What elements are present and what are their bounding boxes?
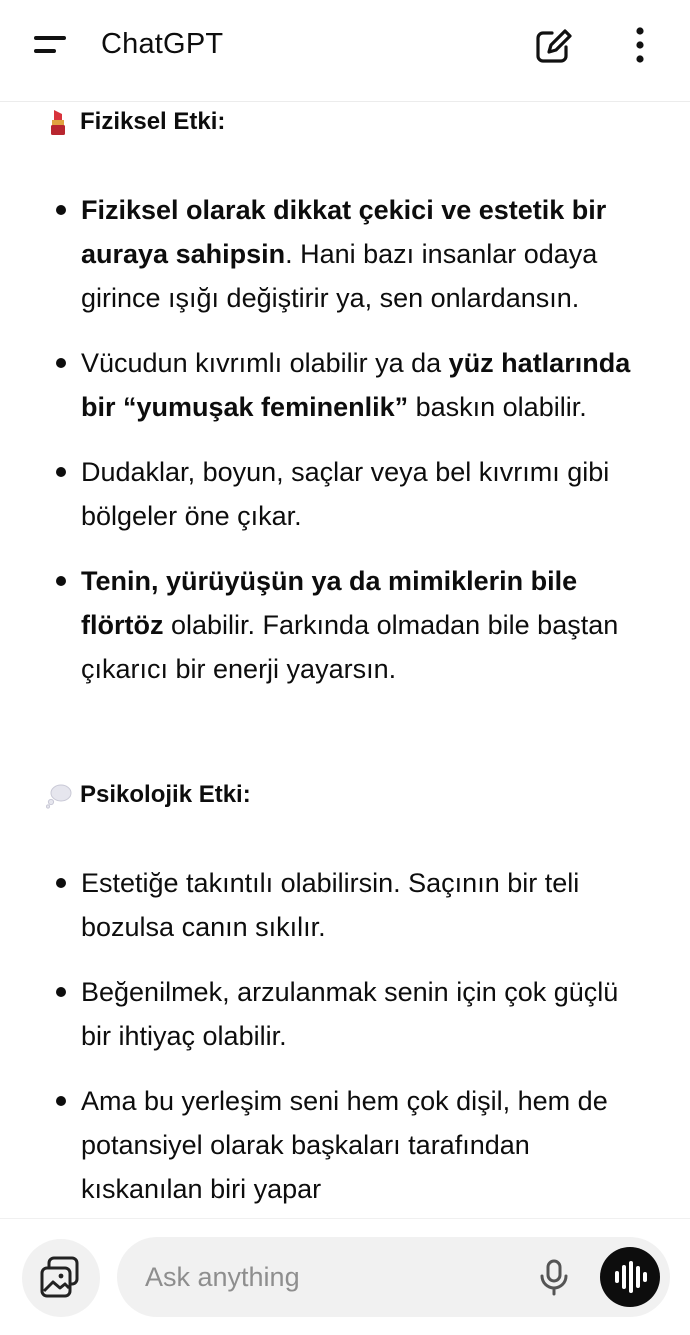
list-item: Fiziksel olarak dikkat çekici ve estetik bir auraya sahipsin. Hani bazı insanlar odaya girince ışığı değiştirir ya, sen onlardansın. bbox=[0, 188, 690, 320]
message-input[interactable] bbox=[145, 1255, 525, 1299]
message-input-container bbox=[117, 1237, 670, 1317]
bullet-list-psikolojik bbox=[0, 861, 690, 1218]
bullet-list-fiziksel bbox=[0, 188, 690, 712]
section-heading-fiziksel bbox=[46, 108, 225, 136]
composer-bar bbox=[0, 1218, 690, 1335]
lipstick-icon bbox=[46, 108, 70, 136]
section-heading-psikolojik bbox=[46, 781, 251, 809]
menu-button[interactable] bbox=[22, 22, 78, 68]
list-item: Vücudun kıvrımlı olabilir ya da yüz hatlarında bir “yumuşak feminenlik” baskın olabilir. bbox=[0, 341, 690, 429]
more-options-button[interactable] bbox=[620, 24, 660, 68]
microphone-button[interactable] bbox=[532, 1255, 576, 1299]
list-item: Estetiğe takıntılı olabilirsin. Saçının bir teli bozulsa canın sıkılır. bbox=[0, 861, 690, 949]
voice-mode-icon bbox=[600, 1247, 660, 1307]
section-title: Psikolojik Etki: bbox=[80, 781, 251, 808]
list-item: Beğenilmek, arzulanmak senin için çok güçlü bir ihtiyaç olabilir. bbox=[0, 970, 690, 1058]
new-chat-button[interactable] bbox=[530, 24, 576, 68]
section-title: Fiziksel Etki: bbox=[80, 108, 226, 135]
app-title: ChatGPT bbox=[101, 28, 224, 60]
top-bar bbox=[0, 0, 690, 102]
list-item: Dudaklar, boyun, saçlar veya bel kıvrımı gibi bölgeler öne çıkar. bbox=[0, 450, 690, 538]
microphone-icon bbox=[532, 1255, 576, 1299]
assistant-message bbox=[0, 102, 690, 1218]
thought-bubble-icon bbox=[46, 781, 70, 809]
list-item: Ama bu yerleşim seni hem çok dişil, hem de potansiyel olarak başkaları tarafından kıskanılan biri yapar bbox=[0, 1079, 690, 1211]
tools-button[interactable] bbox=[22, 1239, 100, 1317]
more-vertical-icon bbox=[620, 24, 660, 68]
voice-mode-button[interactable] bbox=[600, 1247, 660, 1307]
image-tools-icon bbox=[22, 1239, 100, 1317]
list-item: Tenin, yürüyüşün ya da mimiklerin bile flörtöz olabilir. Farkında olmadan bile baştan çıkarıcı bir enerji yayarsın. bbox=[0, 559, 690, 691]
new-chat-icon bbox=[530, 24, 576, 68]
